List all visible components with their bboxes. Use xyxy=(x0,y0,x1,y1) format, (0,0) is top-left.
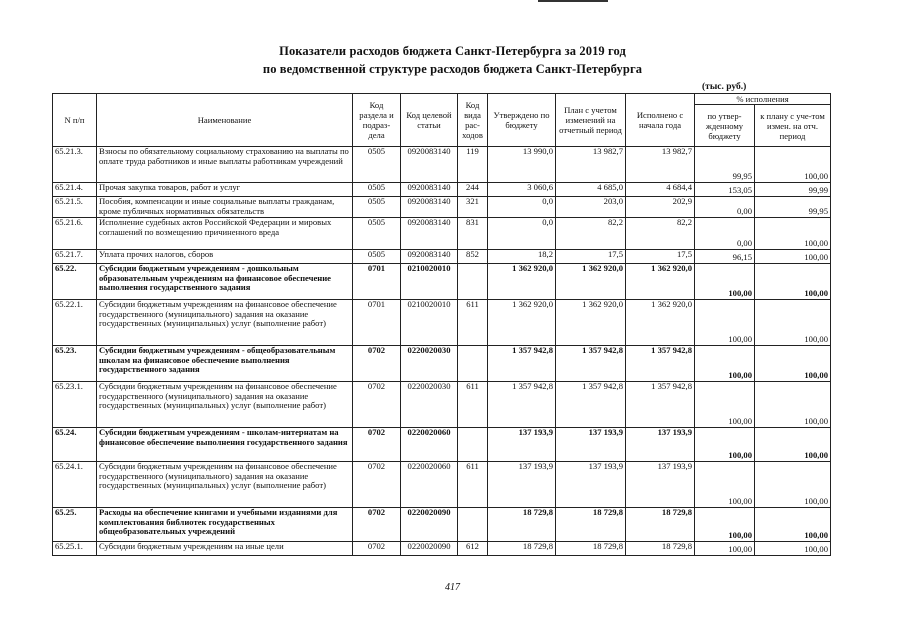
row-number: 65.25.1. xyxy=(53,542,97,556)
top-edge-mark xyxy=(538,0,608,2)
row-target-code: 0220020030 xyxy=(401,382,458,428)
document-title: Показатели расходов бюджета Санкт-Петербурга за 2019 год xyxy=(279,44,626,58)
row-plan-amount: 203,0 xyxy=(556,197,626,218)
row-target-code: 0210020010 xyxy=(401,300,458,346)
row-plan-amount: 82,2 xyxy=(556,218,626,250)
row-approved-amount: 18 729,8 xyxy=(488,508,556,542)
row-executed-amount: 18 729,8 xyxy=(626,542,695,556)
table-row xyxy=(53,218,831,250)
row-name: Субсидии бюджетным учреждениям на финансовое обеспечение государственного (муниципального) задания на оказание государственных (муниципальных) услуг (выполнение работ) xyxy=(97,300,353,346)
row-approved-amount: 18,2 xyxy=(488,250,556,264)
row-executed-amount: 4 684,4 xyxy=(626,183,695,197)
header-percent-approved: по утвер-жденному бюджету xyxy=(695,105,755,147)
row-name: Субсидии бюджетным учреждениям на финансовое обеспечение государственного (муниципального) задания на оказание государственных (муниципальных) услуг (выполнение работ) xyxy=(97,382,353,428)
row-type-code: 831 xyxy=(458,218,488,250)
row-section-code: 0505 xyxy=(353,197,401,218)
header-percent-plan: к плану с уче-том измен. на отч. период xyxy=(755,105,831,147)
row-plan-amount: 1 357 942,8 xyxy=(556,382,626,428)
row-executed-amount: 18 729,8 xyxy=(626,508,695,542)
row-type-code: 611 xyxy=(458,382,488,428)
header-section-code: Код раздела и подраз-дела xyxy=(353,94,401,147)
row-name: Пособия, компенсации и иные социальные выплаты гражданам, кроме публичных нормативных обязательств xyxy=(97,197,353,218)
table-row xyxy=(53,264,831,300)
row-section-code: 0505 xyxy=(353,218,401,250)
row-section-code: 0505 xyxy=(353,183,401,197)
row-number: 65.23. xyxy=(53,346,97,382)
row-percent-approved: 100,00 xyxy=(695,428,755,462)
row-percent-plan: 100,00 xyxy=(755,462,831,508)
header-executed: Исполнено с начала года xyxy=(626,94,695,147)
row-approved-amount: 0,0 xyxy=(488,218,556,250)
row-section-code: 0505 xyxy=(353,250,401,264)
row-percent-plan: 100,00 xyxy=(755,542,831,556)
row-type-code xyxy=(458,508,488,542)
row-percent-plan: 100,00 xyxy=(755,250,831,264)
row-type-code: 244 xyxy=(458,183,488,197)
row-target-code: 0210020010 xyxy=(401,264,458,300)
row-plan-amount: 137 193,9 xyxy=(556,428,626,462)
budget-table xyxy=(52,93,831,556)
table-row xyxy=(53,428,831,462)
row-name: Субсидии бюджетным учреждениям - школам-интернатам на финансовое обеспечение выполнения государственного задания xyxy=(97,428,353,462)
header-percent-group: % исполнения xyxy=(695,94,831,105)
page-number: 417 xyxy=(445,582,460,593)
row-approved-amount: 0,0 xyxy=(488,197,556,218)
row-number: 65.22. xyxy=(53,264,97,300)
row-name: Субсидии бюджетным учреждениям - дошкольным образовательным учреждениям на финансовое обеспечение выполнения государственного задания xyxy=(97,264,353,300)
row-plan-amount: 18 729,8 xyxy=(556,542,626,556)
row-approved-amount: 137 193,9 xyxy=(488,462,556,508)
row-executed-amount: 13 982,7 xyxy=(626,147,695,183)
row-plan-amount: 17,5 xyxy=(556,250,626,264)
row-percent-plan: 100,00 xyxy=(755,300,831,346)
row-name: Исполнение судебных актов Российской Федерации и мировых соглашений по возмещению причиненного вреда xyxy=(97,218,353,250)
row-name: Взносы по обязательному социальному страхованию на выплаты по оплате труда работников и иные выплаты работникам учреждений xyxy=(97,147,353,183)
row-type-code xyxy=(458,264,488,300)
row-section-code: 0702 xyxy=(353,508,401,542)
row-target-code: 0220020060 xyxy=(401,462,458,508)
row-percent-approved: 100,00 xyxy=(695,462,755,508)
row-section-code: 0702 xyxy=(353,462,401,508)
row-executed-amount: 82,2 xyxy=(626,218,695,250)
table-row xyxy=(53,300,831,346)
row-percent-plan: 100,00 xyxy=(755,508,831,542)
row-name: Уплата прочих налогов, сборов xyxy=(97,250,353,264)
row-plan-amount: 137 193,9 xyxy=(556,462,626,508)
row-percent-approved: 100,00 xyxy=(695,300,755,346)
row-percent-approved: 100,00 xyxy=(695,508,755,542)
row-name: Субсидии бюджетным учреждениям - общеобразовательным школам на финансовое обеспечение выполнения государственного задания xyxy=(97,346,353,382)
table-row xyxy=(53,462,831,508)
row-name: Субсидии бюджетным учреждениям на финансовое обеспечение государственного (муниципального) задания на оказание государственных (муниципальных) услуг (выполнение работ) xyxy=(97,462,353,508)
table-row xyxy=(53,147,831,183)
row-percent-approved: 99,95 xyxy=(695,147,755,183)
row-section-code: 0701 xyxy=(353,300,401,346)
table-row xyxy=(53,197,831,218)
row-target-code: 0920083140 xyxy=(401,147,458,183)
row-executed-amount: 202,9 xyxy=(626,197,695,218)
row-executed-amount: 1 357 942,8 xyxy=(626,382,695,428)
row-number: 65.21.3. xyxy=(53,147,97,183)
row-plan-amount: 13 982,7 xyxy=(556,147,626,183)
row-type-code: 611 xyxy=(458,462,488,508)
row-type-code: 852 xyxy=(458,250,488,264)
row-target-code: 0920083140 xyxy=(401,250,458,264)
row-number: 65.21.4. xyxy=(53,183,97,197)
row-executed-amount: 17,5 xyxy=(626,250,695,264)
units-label: (тыс. руб.) xyxy=(702,82,747,92)
row-approved-amount: 1 362 920,0 xyxy=(488,264,556,300)
row-executed-amount: 137 193,9 xyxy=(626,428,695,462)
row-plan-amount: 4 685,0 xyxy=(556,183,626,197)
row-executed-amount: 1 362 920,0 xyxy=(626,300,695,346)
row-target-code: 0220020090 xyxy=(401,508,458,542)
row-target-code: 0920083140 xyxy=(401,197,458,218)
row-approved-amount: 1 357 942,8 xyxy=(488,346,556,382)
row-plan-amount: 18 729,8 xyxy=(556,508,626,542)
row-type-code: 119 xyxy=(458,147,488,183)
row-plan-amount: 1 362 920,0 xyxy=(556,300,626,346)
row-type-code xyxy=(458,346,488,382)
table-row xyxy=(53,508,831,542)
header-approved: Утверждено по бюджету xyxy=(488,94,556,147)
table-row xyxy=(53,382,831,428)
row-percent-approved: 0,00 xyxy=(695,197,755,218)
row-approved-amount: 13 990,0 xyxy=(488,147,556,183)
row-approved-amount: 137 193,9 xyxy=(488,428,556,462)
row-executed-amount: 1 362 920,0 xyxy=(626,264,695,300)
row-approved-amount: 18 729,8 xyxy=(488,542,556,556)
row-number: 65.25. xyxy=(53,508,97,542)
table-row xyxy=(53,542,831,556)
table-row xyxy=(53,250,831,264)
row-plan-amount: 1 362 920,0 xyxy=(556,264,626,300)
row-percent-approved: 100,00 xyxy=(695,346,755,382)
row-percent-approved: 96,15 xyxy=(695,250,755,264)
row-percent-plan: 100,00 xyxy=(755,147,831,183)
row-plan-amount: 1 357 942,8 xyxy=(556,346,626,382)
row-percent-approved: 100,00 xyxy=(695,264,755,300)
row-type-code xyxy=(458,428,488,462)
row-number: 65.24.1. xyxy=(53,462,97,508)
row-section-code: 0701 xyxy=(353,264,401,300)
row-section-code: 0702 xyxy=(353,346,401,382)
document-subtitle: по ведомственной структуре расходов бюджета Санкт-Петербурга xyxy=(262,62,643,76)
row-percent-plan: 100,00 xyxy=(755,382,831,428)
table-header-row xyxy=(53,94,831,105)
row-type-code: 612 xyxy=(458,542,488,556)
row-section-code: 0702 xyxy=(353,428,401,462)
row-target-code: 0220020060 xyxy=(401,428,458,462)
row-name: Субсидии бюджетным учреждениям на иные цели xyxy=(97,542,353,556)
row-target-code: 0220020030 xyxy=(401,346,458,382)
row-percent-approved: 100,00 xyxy=(695,542,755,556)
row-percent-approved: 153,05 xyxy=(695,183,755,197)
row-number: 65.22.1. xyxy=(53,300,97,346)
row-percent-plan: 100,00 xyxy=(755,218,831,250)
header-num: N п/п xyxy=(53,94,97,147)
row-name: Расходы на обеспечение книгами и учебными изданиями для комплектования библиотек государственных общеобразовательных учреждений xyxy=(97,508,353,542)
row-number: 65.21.5. xyxy=(53,197,97,218)
row-section-code: 0702 xyxy=(353,382,401,428)
row-approved-amount: 1 362 920,0 xyxy=(488,300,556,346)
row-type-code: 611 xyxy=(458,300,488,346)
row-number: 65.23.1. xyxy=(53,382,97,428)
row-percent-plan: 99,99 xyxy=(755,183,831,197)
table-body xyxy=(53,147,831,556)
header-name: Наименование xyxy=(97,94,353,147)
row-target-code: 0220020090 xyxy=(401,542,458,556)
row-executed-amount: 137 193,9 xyxy=(626,462,695,508)
row-percent-approved: 100,00 xyxy=(695,382,755,428)
row-approved-amount: 1 357 942,8 xyxy=(488,382,556,428)
row-section-code: 0505 xyxy=(353,147,401,183)
row-percent-plan: 100,00 xyxy=(755,264,831,300)
header-target-code: Код целевой статьи xyxy=(401,94,458,147)
header-type-code: Код вида рас-ходов xyxy=(458,94,488,147)
header-plan: План с учетом изменений на отчетный период xyxy=(556,94,626,147)
row-section-code: 0702 xyxy=(353,542,401,556)
row-executed-amount: 1 357 942,8 xyxy=(626,346,695,382)
row-number: 65.24. xyxy=(53,428,97,462)
row-target-code: 0920083140 xyxy=(401,183,458,197)
row-target-code: 0920083140 xyxy=(401,218,458,250)
table-row xyxy=(53,346,831,382)
row-name: Прочая закупка товаров, работ и услуг xyxy=(97,183,353,197)
row-percent-plan: 100,00 xyxy=(755,428,831,462)
row-type-code: 321 xyxy=(458,197,488,218)
row-percent-plan: 100,00 xyxy=(755,346,831,382)
table-row xyxy=(53,183,831,197)
row-number: 65.21.7. xyxy=(53,250,97,264)
row-percent-approved: 0,00 xyxy=(695,218,755,250)
row-approved-amount: 3 060,6 xyxy=(488,183,556,197)
row-percent-plan: 99,95 xyxy=(755,197,831,218)
row-number: 65.21.6. xyxy=(53,218,97,250)
